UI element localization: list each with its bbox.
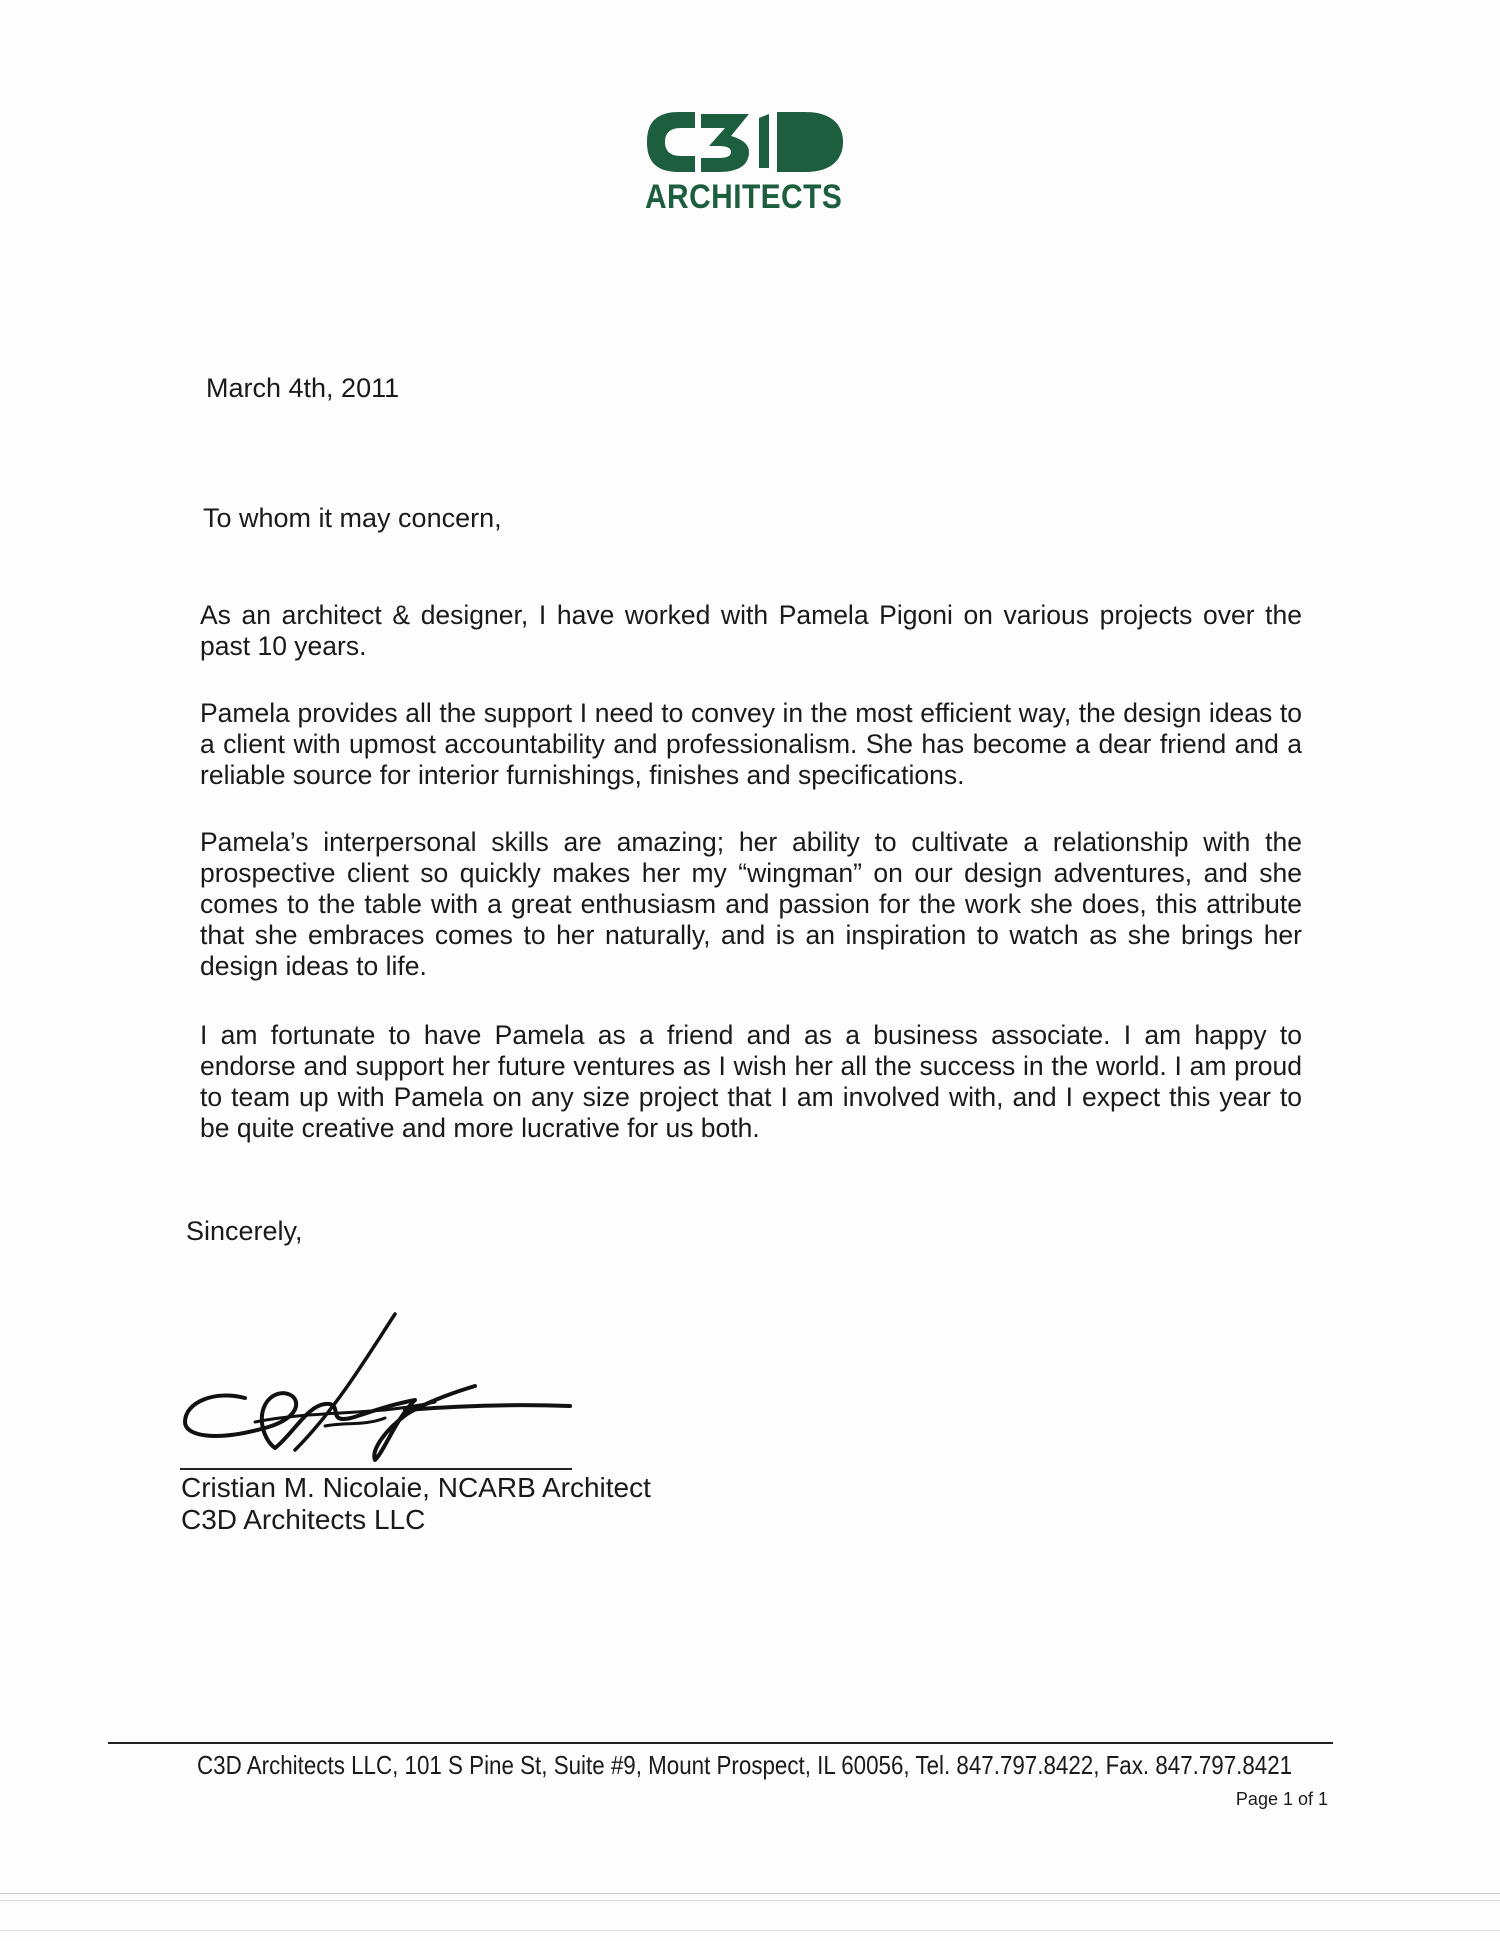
page-number: Page 1 of 1 — [1235, 1789, 1328, 1809]
footer-address: C3D Architects LLC, 101 S Pine St, Suite #9, Mount Prospect, IL 60056, Tel. 847.797.8422, Fax. 847.797.8421 — [197, 1750, 1293, 1780]
signer-name: Cristian M. Nicolaie, NCARB Architect — [181, 1472, 651, 1503]
c3d-logo-mark — [645, 110, 845, 174]
company-logo — [645, 110, 845, 216]
body-paragraph: Pamela’s interpersonal skills are amazing; her ability to cultivate a relationship with the prospective client so quickly makes her my “wingman” on our design adventures, and she comes to the table with a great enthusiasm and passion for the work she does, this attribute that she embraces comes to her naturally, and is an inspiration to watch as she brings her design ideas to life. — [200, 827, 1302, 981]
body-paragraph: Pamela provides all the support I need to convey in the most efficient way, the design ideas to a client with upmost accountability and professionalism. She has become a dear friend and a reliable source for interior furnishings, finishes and specifications. — [200, 698, 1302, 790]
handwritten-signature — [175, 1310, 585, 1470]
signer-company: C3D Architects LLC — [181, 1504, 426, 1535]
body-paragraph: As an architect & designer, I have worked with Pamela Pigoni on various projects over the past 10 years. — [200, 600, 1302, 661]
letter-salutation: To whom it may concern, — [203, 503, 502, 533]
letter-closing: Sincerely, — [186, 1216, 303, 1246]
letter-date: March 4th, 2011 — [206, 373, 400, 403]
scan-artifact-line — [0, 1893, 1500, 1894]
scan-artifact-line — [0, 1900, 1500, 1901]
footer-divider — [108, 1742, 1333, 1744]
body-paragraph: I am fortunate to have Pamela as a friend and as a business associate. I am happy to endorse and support her future ventures as I wish her all the success in the world. I am proud to team up with Pamela on any size project that I am involved with, and I expect this year to be quite creative and more lucrative for us both. — [200, 1020, 1302, 1143]
scan-artifact-line — [0, 1930, 1500, 1931]
signature-line — [180, 1468, 572, 1470]
company-logo-wordmark: ARCHITECTS — [645, 178, 843, 216]
